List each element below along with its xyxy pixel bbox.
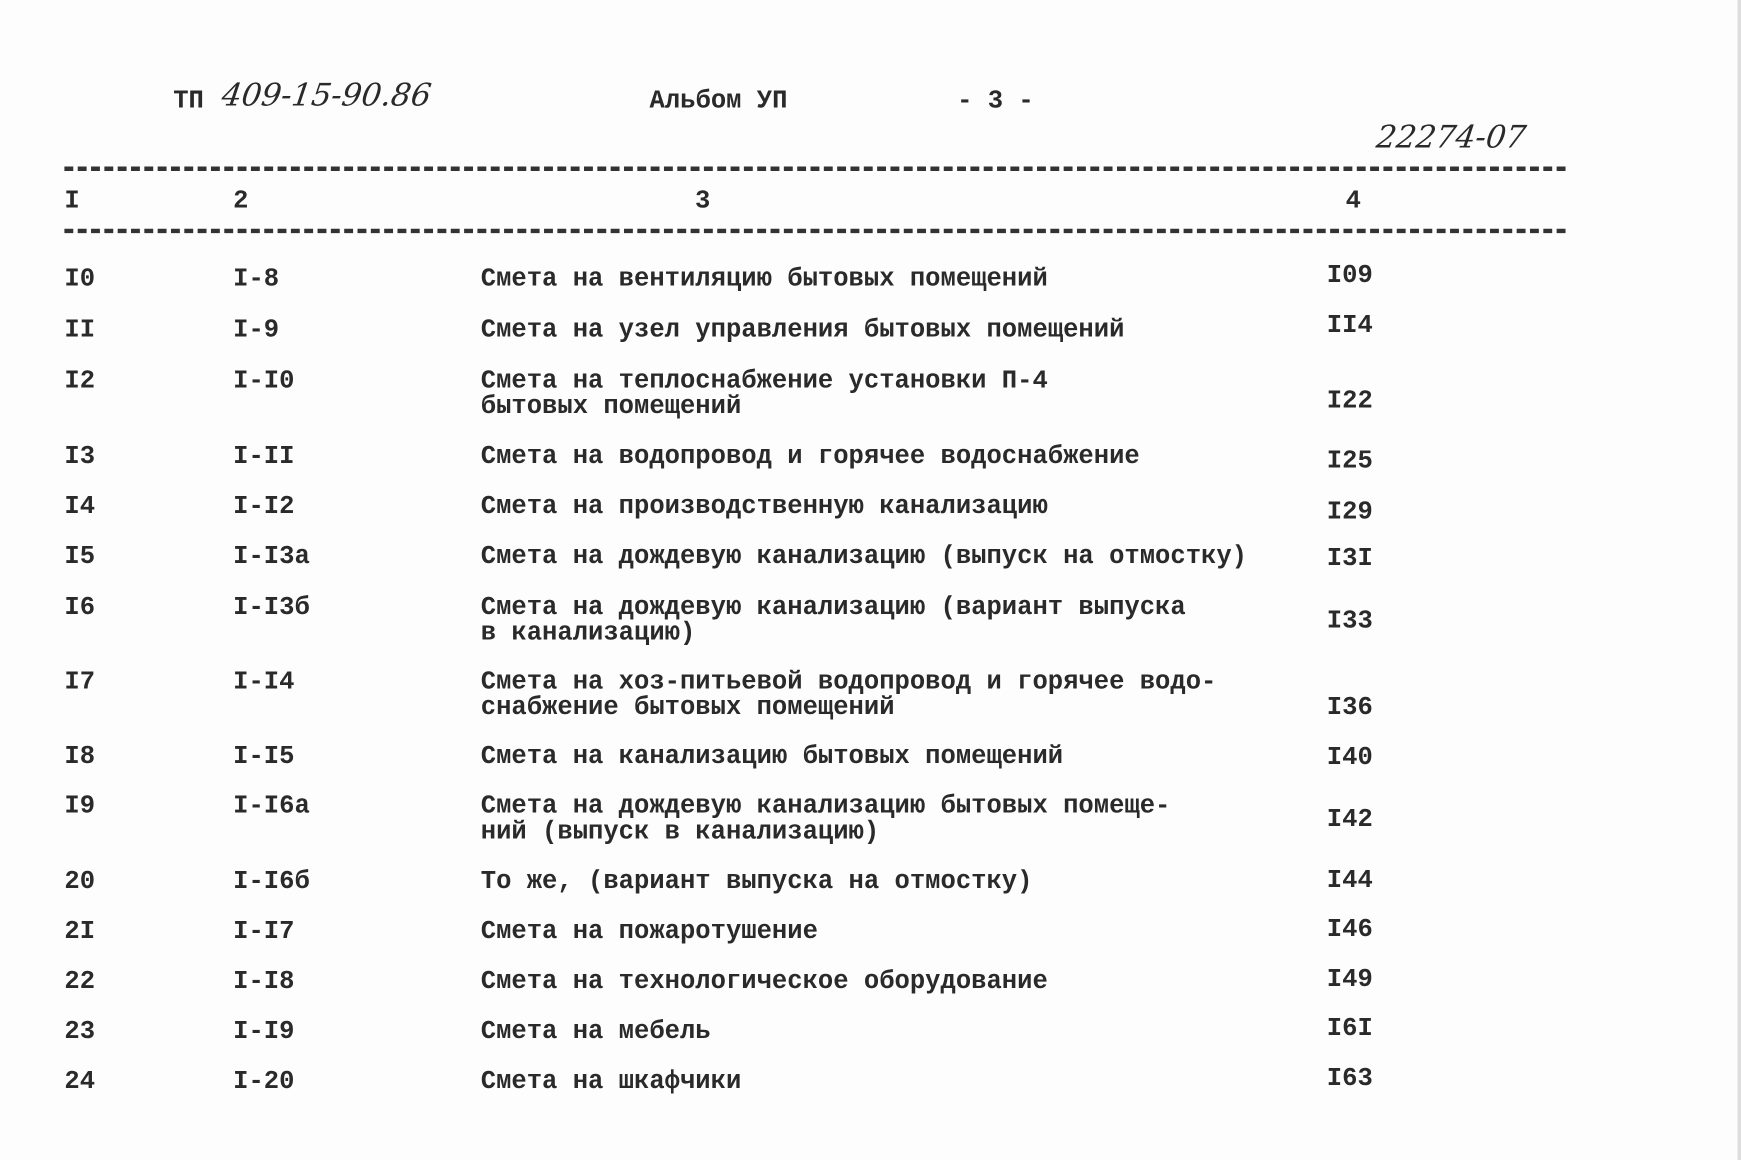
page-ref: I6I (1326, 1013, 1373, 1043)
estimate-title: Смета на дождевую канализацию (вариант выпуска (480, 592, 1186, 622)
estimate-code: I-I4 (233, 667, 295, 697)
estimate-code: I-II (233, 441, 295, 471)
row-number: II (64, 315, 96, 345)
page-ref: I46 (1326, 914, 1373, 944)
estimate-title: Смета на технологическое оборудование (480, 967, 1048, 996)
row-number: 24 (64, 1066, 96, 1096)
page-ref: II4 (1326, 310, 1373, 340)
header-divider-top (64, 167, 1565, 171)
row-number: I0 (64, 264, 96, 294)
estimate-title: Смета на вентиляцию бытовых помещений (480, 264, 1048, 294)
page-number: - 3 - (957, 86, 1034, 116)
estimate-title: снабжение бытовых помещений (480, 692, 895, 722)
page-ref: I22 (1326, 386, 1373, 416)
row-number: I7 (64, 667, 96, 697)
estimate-title: Смета на канализацию бытовых помещений (480, 741, 1064, 771)
estimate-title: Смета на дождевую канализацию бытовых помеще- (480, 791, 1171, 821)
row-number: 22 (64, 967, 96, 996)
estimate-title: Смета на мебель (480, 1017, 711, 1046)
estimate-code: I-I9 (233, 1017, 295, 1046)
inventory-number-handwritten: 22274-07 (1374, 118, 1529, 156)
page-ref: I40 (1326, 742, 1373, 772)
estimate-title: Смета на пожаротушение (480, 917, 818, 946)
page-ref: I33 (1326, 606, 1373, 636)
row-number: I4 (64, 491, 96, 521)
estimate-code: I-I2 (233, 491, 295, 521)
estimate-title: бытовых помещений (480, 391, 742, 421)
estimate-code: I-I3а (233, 541, 310, 571)
row-number: 23 (64, 1017, 96, 1046)
page-ref: I42 (1326, 804, 1373, 834)
estimate-title: Смета на водопровод и горячее водоснабжение (480, 441, 1140, 471)
page-ref: I3I (1326, 544, 1373, 573)
row-number: 2I (64, 917, 96, 946)
estimate-code: I-9 (233, 315, 280, 345)
estimate-title: Смета на узел управления бытовых помещений (480, 315, 1125, 345)
estimate-code: I-I6а (233, 791, 310, 821)
page-ref: I63 (1326, 1063, 1373, 1093)
estimate-code: I-I7 (233, 917, 295, 946)
row-number: I6 (64, 592, 96, 622)
estimate-title: в канализацию) (480, 618, 696, 648)
column-header-3: 3 (695, 186, 711, 216)
page-ref: I44 (1326, 866, 1373, 895)
estimate-title: Смета на шкафчики (480, 1066, 742, 1096)
page-ref: I36 (1326, 692, 1373, 722)
row-number: I8 (64, 741, 96, 771)
scan-edge (1738, 0, 1741, 1160)
row-number: I9 (64, 791, 96, 821)
estimate-title: Смета на теплоснабжение установки П-4 (480, 366, 1048, 396)
estimate-code: I-I6б (233, 867, 310, 897)
column-header-4: 4 (1345, 186, 1362, 216)
column-header-2: 2 (233, 186, 249, 216)
page-ref: I49 (1326, 964, 1373, 994)
estimate-code: I-I5 (233, 741, 295, 771)
row-number: I3 (64, 441, 96, 471)
page-ref: I29 (1326, 497, 1373, 527)
series-number-handwritten: 409-15-90.86 (219, 76, 434, 114)
estimate-code: I-I3б (233, 592, 310, 622)
estimate-title: Смета на производственную канализацию (480, 491, 1048, 521)
estimate-title: То же, (вариант выпуска на отмостку) (480, 867, 1033, 897)
series-prefix: ТП (173, 86, 204, 116)
estimate-title: Смета на хоз-питьевой водопровод и горячее водо- (480, 667, 1217, 697)
estimate-code: I-I0 (233, 366, 295, 396)
column-header-1: I (64, 186, 80, 216)
row-number: 20 (64, 867, 96, 897)
album-label: Альбом УП (649, 86, 788, 116)
estimate-code: I-I8 (233, 967, 295, 996)
estimate-code: I-8 (233, 264, 280, 294)
page-ref: I25 (1326, 446, 1373, 476)
header-divider-bottom (64, 229, 1565, 233)
estimate-code: I-20 (233, 1066, 295, 1096)
estimate-title: ний (выпуск в канализацию) (480, 817, 880, 847)
row-number: I2 (64, 366, 96, 396)
estimate-title: Смета на дождевую канализацию (выпуск на отмостку) (480, 541, 1248, 571)
page-ref: I09 (1326, 260, 1373, 290)
row-number: I5 (64, 541, 96, 571)
